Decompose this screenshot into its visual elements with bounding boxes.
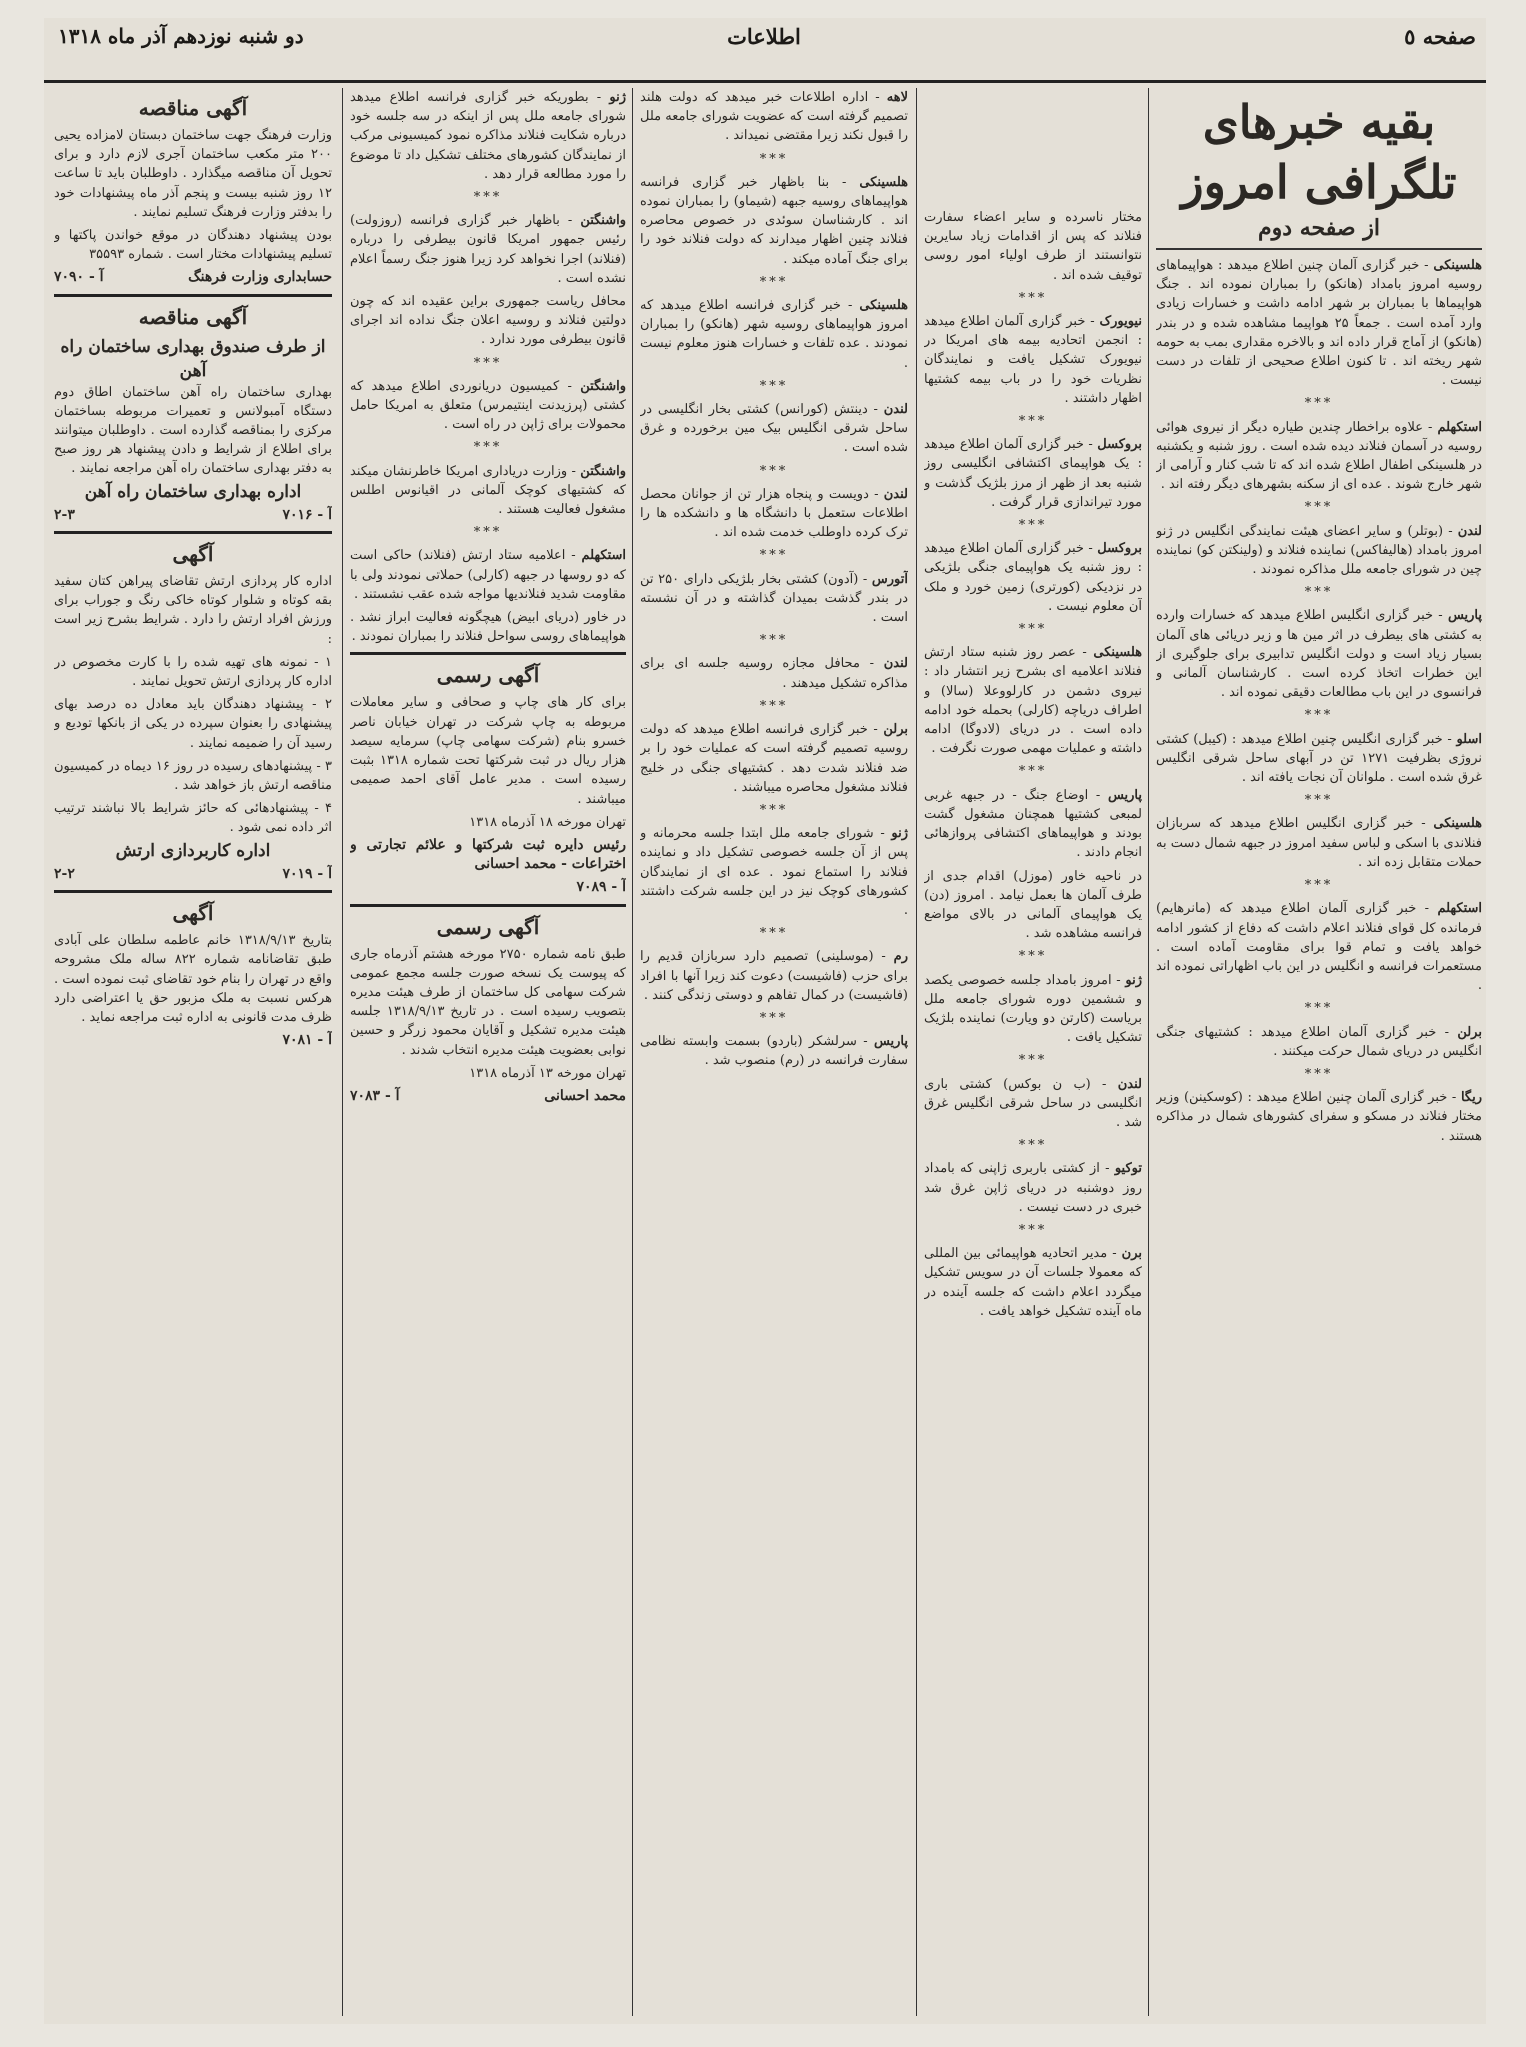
ad-clause: ۲ - پیشنهاد دهندگان باید معادل ده درصد بهای پیشنهادی را بعنوان سپرده در یکی از بانکها تودیع و رسید آن را ضمیمه نمایند .	[54, 697, 332, 751]
news-item: لندن - محافل مجازه روسیه جلسه ای برای مذاکره تشکیل میدهند .	[640, 656, 908, 691]
news-item: برلن - خبر گزاری فرانسه اطلاع میدهد که دولت روسیه تصمیم گرفته است که عملیات خود را بر ضد فنلاند شدت دهد . کشتیهای جنگی در خلیج فنلاند مشغول محاصره میباشند .	[640, 722, 908, 795]
ad-title: آگهی مناقصه	[138, 96, 248, 120]
news-item: بروکسل - خبر گزاری آلمان اطلاع میدهد : یک هواپیمای اکتشافی انگلیسی روز شنبه بعد از ظهر از مرز بلژیک گذشت و مورد تیراندازی قرار گرفت .	[924, 437, 1142, 510]
news-item: ریگا - خبر گزاری آلمان چنین اطلاع میدهد : (کوسکینن) وزیر مختار فنلاند در مسکو و سفرای کشورهای شمال در مذاکره هستند .	[1156, 1090, 1482, 1144]
ad-signature: حسابداری وزارت فرهنگ	[188, 269, 332, 286]
news-item: لاهه - اداره اطلاعات خبر میدهد که دولت هلند تصمیم گرفته است که عضویت شورای جامعه ملل را قبول نکند زیرا مقتضی نمیداند .	[640, 90, 908, 144]
column-divider	[632, 88, 633, 2016]
issue-date: دو شنبه نوزدهم آذر ماه ۱۳۱۸	[58, 24, 304, 48]
ad-clause: ۴ - پیشنهادهائی که حائز شرایط بالا نباشند ترتیب اثر داده نمی شود .	[54, 801, 332, 836]
ad-code: آ - ۷۰۹۰	[54, 269, 104, 286]
ad-code: آ - ۷۰۸۹	[576, 879, 626, 896]
ad-number: ۲-۳	[54, 506, 75, 523]
news-item: لندن - دویست و پنجاه هزار تن از جوانان محصل اطلاعات ستعمل با دانشگاه ها و دانشکده ها را ترک کرده داوطلب خدمت شده اند .	[640, 486, 908, 541]
ad-code: آ - ۷۰۱۶	[282, 506, 332, 523]
ad-body: طبق نامه شماره ۲۷۵۰ مورخه هشتم آذرماه جاری که پیوست یک نسخه صورت جلسه مجمع عمومی شرکت سهامی کل ساختمان از طرف هیئت مدیره بتصویب رسیده است . در تاریخ ۱۳۱۸/۹/۱۳ جلسه هیئت مدیره تشکیل و آقایان محمود زرگر و حسین نوابی بعضویت هیئت مدیره انتخاب شدند .	[350, 946, 626, 1058]
news-item: پاریس - سرلشکر (باردو) بسمت وابسته نظامی سفارت فرانسه در (رم) منصوب شد .	[640, 1034, 908, 1069]
news-item: هلسینکی - خبر گزاری انگلیس اطلاع میدهد که سربازان فنلاندی با اسکی و لباس سفید امروز در جبهه شمال دست به حملات متقابل زده اند .	[1156, 816, 1482, 870]
ad-date: تهران مورخه ۱۳ آذرماه ۱۳۱۸	[469, 1065, 626, 1081]
news-item: هلسینکی - بنا باظهار خبر گزاری فرانسه هواپیماهای روسیه جبهه (شیماو) را بمباران نموده اند . کارشناسان سوئدی در خصوص محاصره فنلاند چنین اظهار میدارند که دولت فنلاند خود را برای جنگ آماده میکند .	[640, 174, 908, 267]
ad-body: بتاریخ ۱۳۱۸/۹/۱۳ خانم عاطمه سلطان علی آبادی طبق تقاضانامه شماره ۸۲۲ ساله ملک مشروحه واقع در تهران را بنام خود تقاضای ثبت نموده است . هرکس نسبت به ملک مزبور حق یا اعتراضی دارد ظرف مدت قانونی به اداره ثبت مراجعه نماید .	[54, 933, 332, 1025]
news-item: واشنگتن - باظهار خبر گزاری فرانسه (روزولت) رئیس جمهور امریکا قانون بیطرفی را درباره (فنلاند) اجرا نخواهد کرد زیرا هنوز جنگ رسماً اعلام نشده است .	[350, 213, 626, 286]
ad-clause: ۳ - پیشنهادهای رسیده در روز ۱۶ دیماه در کمیسیون مناقصه ارتش باز خواهد شد .	[54, 758, 332, 794]
column-3: لاهه - اداره اطلاعات خبر میدهد که دولت هلند تصمیم گرفته است که عضویت شورای جامعه ملل را قبول نکند زیرا مقتضی نمیداند . *** هلسینکی - بنا باظهار خبر گزاری فرانسه هواپیماهای روسیه جبهه (شیماو) را بمباران نموده اند . کارشناسان سوئدی در خصوص محاصره فنلاند چنین اظهار میدارند که دولت فنلاند خود را برای جنگ آماده میکند . *** هلسینکی - خبر گزاری فرانسه اطلاع میدهد که امروز هواپیماهای روسیه شهر (هانکو) را بمباران نمودند . عده تلفات و خسارات هنوز معلوم نیست . *** لندن - دینتش (کورانس) کشتی بخار انگلیسی در ساحل شرقی انگلیس بیک مین برخورده و غرق شده است . *** لندن - دویست و پنجاه هزار تن از جوانان محصل اطلاعات ستعمل با دانشگاه ها و دانشکده ها را ترک کرده داوطلب خدمت شده اند . *** آتورس - (آدون) کشتی بخار بلژیکی دارای ۲۵۰ تن در بندر گذشت بمیدان گذاشته و در آن نشسته است . *** لندن - محافل مجازه روسیه جلسه ای برای مذاکره تشکیل میدهند . *** برلن - خبر گزاری فرانسه اطلاع میدهد که دولت روسیه تصمیم گرفته است که عملیات خود را بر ضد فنلاند شدت دهد . کشتیهای جنگی در خلیج فنلاند مشغول محاصره میباشند . *** ژنو - شورای جامعه ملل ابتدا جلسه محرمانه و پس از آن جلسه خصوصی تشکیل داد و نماینده فنلاند را استماع نمود . عده ای از نمایندگان کشورهای کوچک نیز در این جلسه شرکت داشتند . *** رم - (موسلینی) تصمیم دارد سربازان قدیم را برای حزب (فاشیست) دعوت کند زیرا آنها با افراد (فاشیست) در کمال تفاهم و دوستی زندگی کنند . *** پاریس - سرلشکر (باردو) بسمت وابسته نظامی سفارت فرانسه در (رم) منصوب شد .	[640, 88, 908, 2016]
ad-title: آگهی	[172, 542, 214, 567]
column-4: ژنو - بطوریکه خبر گزاری فرانسه اطلاع میدهد شورای جامعه ملل پس از اینکه در سه جلسه خود درباره شکایت فنلاند مذاکره نمود کمیسیونی مرکب از نمایندگان کشورهای مختلف تشکیل داد تا موضوع را مورد مطالعه قرار دهد . *** واشنگتن - باظهار خبر گزاری فرانسه (روزولت) رئیس جمهور امریکا قانون بیطرفی را درباره (فنلاند) اجرا نخواهد کرد زیرا هنوز جنگ رسماً اعلام نشده است . محافل ریاست جمهوری براین عقیده اند که چون دولتین فنلاند و روسیه اعلان جنگ نداده اند اجرای قانون بیطرفی مورد ندارد . *** واشنگتن - کمیسیون دریانوردی اطلاع میدهد که کشتی (پرزیدنت اینتیمرس) متعلق به امریکا حامل محمولات برای ژاپن در راه است . *** واشنگتن - وزارت دریاداری امریکا خاطرنشان میکند که کشتیهای کوچک آلمانی در اقیانوس اطلس مشغول فعالیت هستند . *** استکهلم - اعلامیه ستاد ارتش (فنلاند) حاکی است که دو روسها در جبهه (کارلی) حملاتی نمودند ولی با مقاومت شدید فنلاندیها مواجه شده عقب نشستند . در خاور (دریای ابیض) هیچگونه فعالیت ابراز نشد . هواپیماهای روسی سواحل فنلاند را بمباران نمودند . آگهی رسمی برای کار های چاپ و صحافی و سایر معاملات مربوطه به چاپ شرکت در تهران خیابان ناصر خسرو بنام (شرکت سهامی چاپ) سرمایه سیصد هزار ریال در ثبت شرکتها تحت شماره ۱۳۱۸ بثبت رسیده است . مدیر عامل آقای احمد صمیمی میباشند . تهران مورخه ۱۸ آذرماه ۱۳۱۸ رئیس دایره ثبت شرکتها و علائم تجارتی و اختراعات - محمد احسانی آ - ۷۰۸۹ آگهی رسمی طبق نامه شماره ۲۷۵۰ مورخه هشتم آذرماه جاری که پیوست یک نسخه صورت جلسه مجمع عمومی شرکت سهامی کل ساختمان از طرف هیئت مدیره بتصویب رسیده است . در تاریخ ۱۳۱۸/۹/۱۳ جلسه هیئت مدیره تشکیل و آقایان محمود زرگر و حسین نوابی بعضویت هیئت مدیره انتخاب شدند . تهران مورخه ۱۳ آذرماه ۱۳۱۸ محمد احسانی آ - ۷۰۸۳	[350, 88, 626, 2016]
news-item: هلسینکی - عصر روز شنبه ستاد ارتش فنلاند اعلامیه ای بشرح زیر انتشار داد : نیروی دشمن در کارلووعلا (سالا) و اطراف دریاچه (کارلی) بحمله خود ادامه داده است . در دریای (لادوگا) ادامه داشته و عملیات مهمی صورت نگرفت .	[924, 645, 1142, 757]
news-item: آتورس - (آدون) کشتی بخار بلژیکی دارای ۲۵۰ تن در بندر گذشت بمیدان گذاشته و در آن نشسته است .	[640, 571, 908, 626]
news-item: پاریس - خبر گزاری انگلیس اطلاع میدهد که خسارات وارده به کشتی های بیطرف در اثر مین ها و زیر دریائی های آلمان بسیار زیاد است و دولت انگلیس تدابیری برای جلوگیری از این خطرات اتخاذ کرده است . کارشناسان آلمانی و فرانسوی در این باب مطالعات دقیقی نموده اند .	[1156, 608, 1482, 701]
ad-body: بهداری ساختمان راه آهن ساختمان اطاق دوم دستگاه آمبولانس و تعمیرات مربوطه بساختمان مرکزی را بمناقصه گذارده است . داوطلبان میتوانند برای اطلاع از شرایط و دادن پیشنهاد هر روز صبح به دفتر بهداری ساختمان راه آهن مراجعه نمایند .	[54, 384, 332, 477]
ad-subtitle: از طرف صندوق بهداری ساختمان راه آهن	[60, 336, 326, 381]
news-item: لندن - (ب ن بوکس) کشتی باری انگلیسی در ساحل شرقی انگلیس غرق شد .	[924, 1076, 1142, 1130]
ad-title: آگهی رسمی	[436, 663, 540, 688]
ad-signature: اداره کاربردازی ارتش	[115, 840, 271, 861]
news-item: ژنو - بطوریکه خبر گزاری فرانسه اطلاع میدهد شورای جامعه ملل پس از اینکه در سه جلسه خود درباره شکایت فنلاند مذاکره نمود کمیسیونی مرکب از نمایندگان کشورهای مختلف تشکیل داد تا موضوع را مورد مطالعه قرار دهد .	[350, 90, 626, 182]
news-item: رم - (موسلینی) تصمیم دارد سربازان قدیم را برای حزب (فاشیست) دعوت کند زیرا آنها با افراد (فاشیست) در کمال تفاهم و دوستی زندگی کنند .	[640, 949, 908, 1003]
news-item: هلسینکی - خبر گزاری آلمان چنین اطلاع میدهد : هواپیماهای روسیه امروز بامداد (هانکو) را بمباران نموده اند . جنگ هواپیماها با بمباران بر شهر ادامه داشت و خسارات زیادی وارد آمده است . جمعاً ۲۵ هواپیما مشاهده شده و در بندر (هانکو) از آماج قرار داده اند و بالاخره مقداری بمب به حومه شهر ریخته اند . تا کنون اطلاع صحیحی از تلفات در دست نیست .	[1156, 258, 1482, 389]
ad-number: ۲-۲	[54, 865, 75, 882]
column-1: بقیه خبرهای تلگرافی امروز از صفحه دوم هلسینکی - خبر گزاری آلمان چنین اطلاع میدهد : هواپیماهای روسیه امروز بامداد (هانکو) را بمباران نموده اند . جنگ هواپیماها با بمباران بر شهر ادامه داشت و خسارات زیادی وارد آمده است . جمعاً ۲۵ هواپیما مشاهده شده و در بندر (هانکو) از آماج قرار داده اند و بالاخره مقداری بمب به حومه شهر ریخته اند . تا کنون اطلاع صحیحی از تلفات در دست نیست . *** استکهلم - علاوه براخطار چندین طیاره دیگر از نیروی هوائی روسیه در آسمان فنلاند دیده شده است . روز شنبه و یکشنبه در هلسینکی اطفال اطلاع شده اند که تا شب کنار و آرامی از شهر خارج شوند . عده ای از سکنه بشهرهای دیگر رفته اند . *** لندن - (بوتلر) و سایر اعضای هیئت نمایندگی انگلیس در ژنو امروز بامداد (هالیفاکس) نماینده فنلاند و (ولینکتن کو) نماینده چین در شورای جامعه ملل مذاکره نمودند . *** پاریس - خبر گزاری انگلیس اطلاع میدهد که خسارات وارده به کشتی های بیطرف در اثر مین ها و زیر دریائی های آلمان بسیار زیاد است و دولت انگلیس تدابیری برای جلوگیری از این خطرات اتخاذ کرده است . کارشناسان آلمانی و فرانسوی در این باب مطالعات دقیقی نموده اند . *** اسلو - خبر گزاری انگلیس چنین اطلاع میدهد : (کیبل) کشتی نروژی بظرفیت ۱۲۷۱ تن در آبهای ساحل شرقی انگلیس غرق شده است . ملوانان آن نجات یافته اند . *** هلسینکی - خبر گزاری انگلیس اطلاع میدهد که سربازان فنلاندی با اسکی و لباس سفید امروز در جبهه شمال دست به حملات متقابل زده اند . *** استکهلم - خبر گزاری آلمان اطلاع میدهد که (مانرهایم) فرمانده کل قوای فنلاند اعلام داشت که دفاع از کشور ادامه خواهد یافت و تمام قوا برای مقاومت آماده است . مستعمرات فرانسه و انگلیس در این باب اظهاراتی نموده اند . *** برلن - خبر گزاری آلمان اطلاع میدهد : کشتیهای جنگی انگلیس در دریای شمال حرکت میکنند . *** ریگا - خبر گزاری آلمان چنین اطلاع میدهد : (کوسکینن) وزیر مختار فنلاند در مسکو و سفرای کشورهای شمال در مذاکره هستند .	[1156, 88, 1482, 2016]
news-item: ژنو - شورای جامعه ملل ابتدا جلسه محرمانه و پس از آن جلسه خصوصی تشکیل داد و نماینده فنلاند را استماع نمود . عده ای از نمایندگان کشورهای کوچک نیز در این جلسه شرکت داشتند .	[640, 826, 908, 918]
newspaper-page	[44, 18, 1486, 2024]
column-divider	[342, 88, 343, 2016]
newspaper-name: اطلاعات	[727, 24, 801, 49]
news-item: هلسینکی - خبر گزاری فرانسه اطلاع میدهد که امروز هواپیماهای روسیه شهر (هانکو) را بمباران نمودند . عده تلفات و خسارات هنوز معلوم نیست .	[640, 298, 908, 371]
ad-code: آ - ۷۰۱۹	[282, 865, 332, 882]
column-2: مختار ناسرده و سایر اعضاء سفارت فنلاند که پس از اقدامات زیاد سایرین نتوانستند از طرف اولیاء امور روسی توقیف شده اند . *** نیویورک - خبر گزاری آلمان اطلاع میدهد : انجمن اتحادیه بیمه های امریکا در نیویورک تشکیل یافت و نمایندگان نظریات خود را در باب بیمه کشتیها اظهار داشتند . *** بروکسل - خبر گزاری آلمان اطلاع میدهد : یک هواپیمای اکتشافی انگلیسی روز شنبه بعد از ظهر از مرز بلژیک گذشت و مورد تیراندازی قرار گرفت . *** بروکسل - خبر گزاری آلمان اطلاع میدهد : روز شنبه یک هواپیمای جنگی بلژیکی در نزدیکی (کورتری) زمین خورد و ملک آن معلوم نیست . *** هلسینکی - عصر روز شنبه ستاد ارتش فنلاند اعلامیه ای بشرح زیر انتشار داد : نیروی دشمن در کارلووعلا (سالا) و اطراف دریاچه (کارلی) بحمله خود ادامه داده است . در دریای (لادوگا) ادامه داشته و عملیات مهمی صورت نگرفت . *** پاریس - اوضاع جنگ - در جبهه غربی لمبعی کشتیها همچنان مشغول گشت بودند و هواپیماهای اکتشافی پروازهائی انجام دادند . در ناحیه خاور (موزل) اقدام جدی از طرف آلمان ها بعمل نیامد . امروز (دن) یک هواپیمای آلمانی در بالای مواضع فرانسه مشاهده شد . *** ژنو - امروز بامداد جلسه خصوصی یکصد و ششمین دوره شورای جامعه ملل بریاست (کارتن دو ویارت) نماینده بلژیک تشکیل یافت . *** لندن - (ب ن بوکس) کشتی باری انگلیسی در ساحل شرقی انگلیس غرق شد . *** توکیو - از کشتی باربری ژاپنی که بامداد روز دوشنبه در دریای ژاپن غرق شد خبری در دست نیست . *** برن - مدیر اتحادیه هواپیمائی بین المللی که معمولا جلسات آن در سویس تشکیل میگردد اعلام داشت که جلسه آینده در ماه آینده تشکیل خواهد یافت .	[924, 208, 1142, 2016]
ad-title: آگهی	[172, 901, 214, 926]
news-item: استکهلم - علاوه براخطار چندین طیاره دیگر از نیروی هوائی روسیه در آسمان فنلاند دیده شده است . روز شنبه و یکشنبه در هلسینکی اطفال اطلاع شده اند که تا شب کنار و آرامی از شهر خارج شوند . عده ای از سکنه بشهرهای دیگر رفته اند .	[1156, 419, 1482, 493]
news-item: در خاور (دریای ابیض) هیچگونه فعالیت ابراز نشد . هواپیماهای روسی سواحل فنلاند را بمباران نمودند .	[350, 610, 626, 645]
news-item: استکهلم - اعلامیه ستاد ارتش (فنلاند) حاکی است که دو روسها در جبهه (کارلی) حملاتی نمودند ولی با مقاومت شدید فنلاندیها مواجه شده عقب نشستند .	[350, 548, 626, 602]
ad-code: آ - ۷۰۸۳	[350, 1087, 400, 1104]
news-item: واشنگتن - کمیسیون دریانوردی اطلاع میدهد که کشتی (پرزیدنت اینتیمرس) متعلق به امریکا حامل محمولات برای ژاپن در راه است .	[350, 378, 626, 433]
news-item: لندن - (بوتلر) و سایر اعضای هیئت نمایندگی انگلیس در ژنو امروز بامداد (هالیفاکس) نماینده فنلاند و (ولینکتن کو) نماینده چین در شورای جامعه ملل مذاکره نمودند .	[1156, 523, 1482, 578]
ad-body: اداره کار پردازی ارتش تقاضای پیراهن کتان سفید بقه کوتاه و شلوار کوتاه خاکی رنگ و جوراب برای ورزش افراد ارتش را دارد . شرایط بشرح زیر است :	[54, 574, 332, 647]
ad-body: وزارت فرهنگ جهت ساختمان دبستان لامزاده یحیی ۲۰۰ متر مکعب ساختمان آجری لازم دارد و برای تحویل آن مناقصه میگذارد . داوطلبان باید تا ساعت ۱۲ روز شنبه بیست و پنجم آذر ماه پیشنهادات خود را بدفتر وزارت فرهنگ تسلیم نمایند .	[54, 128, 332, 220]
news-item: مختار ناسرده و سایر اعضاء سفارت فنلاند که پس از اقدامات زیاد سایرین نتوانستند از طرف اولیاء امور روسی توقیف شده اند .	[924, 210, 1142, 283]
news-item: محافل ریاست جمهوری براین عقیده اند که چون دولتین فنلاند و روسیه اعلان جنگ نداده اند اجرای قانون بیطرفی مورد ندارد .	[350, 294, 626, 348]
ad-date: تهران مورخه ۱۸ آذرماه ۱۳۱۸	[469, 814, 626, 830]
news-item: ژنو - امروز بامداد جلسه خصوصی یکصد و ششمین دوره شورای جامعه ملل بریاست (کارتن دو ویارت) نماینده بلژیک تشکیل یافت .	[924, 972, 1142, 1046]
page-number: صفحه ٥	[1404, 24, 1476, 49]
ad-body: برای کار های چاپ و صحافی و سایر معاملات مربوطه به چاپ شرکت در تهران خیابان ناصر خسرو بنام (شرکت سهامی چاپ) سرمایه سیصد هزار ریال در ثبت شرکتها تحت شماره ۱۳۱۸ بثبت رسیده است . مدیر عامل آقای احمد صمیمی میباشند .	[350, 695, 626, 807]
masthead	[44, 18, 1486, 83]
section-banner-sub: از صفحه دوم	[1156, 214, 1482, 250]
column-5	[54, 88, 332, 2016]
ad-signature: اداره بهداری ساختمان راه آهن	[84, 481, 302, 502]
ad-title: آگهی رسمی	[436, 914, 540, 939]
ad-office: رئیس دایره ثبت شرکتها و علائم تجارتی و اختراعات - محمد احسانی	[350, 836, 626, 873]
news-item: واشنگتن - وزارت دریاداری امریکا خاطرنشان میکند که کشتیهای کوچک آلمانی در اقیانوس اطلس مشغول فعالیت هستند .	[350, 463, 626, 518]
ad-code: آ - ۷۰۸۱	[282, 1032, 332, 1049]
ad-title: آگهی مناقصه	[138, 304, 248, 329]
news-item: پاریس - اوضاع جنگ - در جبهه غربی لمبعی کشتیها همچنان مشغول گشت بودند و هواپیماهای اکتشافی پروازهائی انجام دادند .	[924, 787, 1142, 861]
news-item: برن - مدیر اتحادیه هواپیمائی بین المللی که معمولا جلسات آن در سویس تشکیل میگردد اعلام داشت که جلسه آینده در ماه آینده تشکیل خواهد یافت .	[924, 1246, 1142, 1319]
section-banner: بقیه خبرهای تلگرافی امروز	[1181, 95, 1457, 209]
news-item: لندن - دینتش (کورانس) کشتی بخار انگلیسی در ساحل شرقی انگلیس بیک مین برخورده و غرق شده است .	[640, 402, 908, 456]
ad-office: محمد احسانی	[544, 1087, 626, 1104]
news-item: نیویورک - خبر گزاری آلمان اطلاع میدهد : انجمن اتحادیه بیمه های امریکا در نیویورک تشکیل یافت و نمایندگان نظریات خود را در باب بیمه کشتیها اظهار داشتند .	[924, 314, 1142, 406]
column-divider	[916, 88, 917, 2016]
ad-note: بودن پیشنهاد دهندگان در موقع خواندن پاکتها و تسلیم پیشنهادات مختار است . شماره ۳۵۵۹۳	[54, 228, 332, 263]
column-divider	[1148, 88, 1149, 2016]
news-item: برلن - خبر گزاری آلمان اطلاع میدهد : کشتیهای جنگی انگلیس در دریای شمال حرکت میکنند .	[1156, 1024, 1482, 1059]
news-item: اسلو - خبر گزاری انگلیس چنین اطلاع میدهد : (کیبل) کشتی نروژی بظرفیت ۱۲۷۱ تن در آبهای ساحل شرقی انگلیس غرق شده است . ملوانان آن نجات یافته اند .	[1156, 731, 1482, 786]
news-item: استکهلم - خبر گزاری آلمان اطلاع میدهد که (مانرهایم) فرمانده کل قوای فنلاند اعلام داشت که دفاع از کشور ادامه خواهد یافت و تمام قوا برای مقاومت آماده است . مستعمرات فرانسه و انگلیس در این باب اظهاراتی نموده اند .	[1156, 901, 1482, 994]
news-item: بروکسل - خبر گزاری آلمان اطلاع میدهد : روز شنبه یک هواپیمای جنگی بلژیکی در نزدیکی (کورتری) زمین خورد و ملک آن معلوم نیست .	[924, 541, 1142, 614]
news-item: توکیو - از کشتی باربری ژاپنی که بامداد روز دوشنبه در دریای ژاپن غرق شد خبری در دست نیست .	[924, 1161, 1142, 1215]
ad-clause: ۱ - نمونه های تهیه شده را با کارت مخصوص در اداره کار پردازی ارتش تحویل نمایند .	[54, 654, 332, 690]
news-item: در ناحیه خاور (موزل) اقدام جدی از طرف آلمان ها بعمل نیامد . امروز (دن) یک هواپیمای آلمانی در بالای مواضع فرانسه مشاهده شد .	[924, 868, 1142, 942]
